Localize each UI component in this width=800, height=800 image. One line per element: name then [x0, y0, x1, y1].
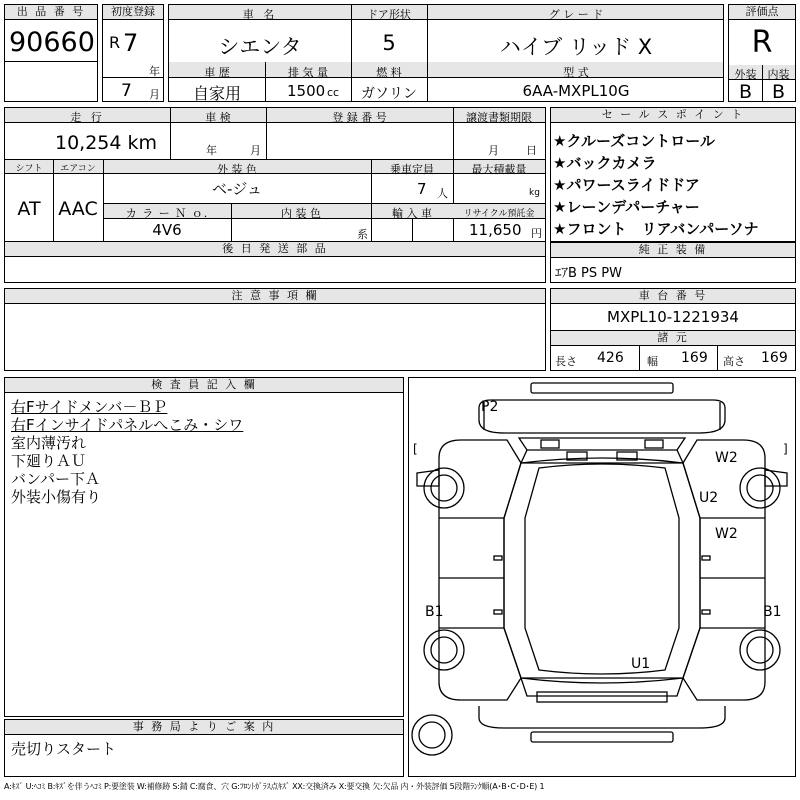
door-count: 5 — [382, 31, 396, 55]
fuel-label: 燃 料 — [376, 66, 402, 79]
displacement: 1500 — [287, 82, 326, 100]
car-name: シエンタ — [218, 35, 302, 59]
rear-left-wheel — [424, 630, 464, 670]
sales-point: ★パワースライドドア — [553, 176, 700, 194]
spare-tire — [412, 715, 452, 755]
sales-point: ★クルーズコントロール — [553, 132, 715, 150]
mark-w2-front: W2 — [715, 450, 738, 466]
color-number: 4V6 — [152, 221, 182, 239]
chassis-label: 車 台 番 号 — [551, 289, 795, 304]
legend: A:ｷｽﾞ U:ﾍｺﾐ B:ｷｽﾞを伴うﾍｺﾐ P:要塗装 W:補修跡 S:錆 C:腐食、穴 G:ﾌﾛﾝﾄｶﾞﾗｽ点ｷｽﾞ XX:交換済み X:要交換 欠:欠品 内・外装評価 5段階ﾗﾝｸ順(A･B･C･D･E) 1 — [4, 782, 545, 791]
bracket-right: ] — [783, 442, 788, 456]
inspector-note: 室内薄汚れ — [11, 434, 87, 452]
history-label: 車 歴 — [204, 66, 230, 79]
height: 169 — [761, 350, 788, 366]
front-bumper-top — [531, 383, 673, 393]
score-label: 評価点 — [729, 5, 795, 20]
sales-point: ★バックカメラ — [553, 154, 657, 172]
hood — [479, 400, 725, 433]
ac: AAC — [58, 198, 98, 220]
equipment-label: 純 正 装 備 — [551, 243, 795, 258]
shift-label: シフト — [15, 164, 43, 174]
vehicle-info-box — [168, 4, 724, 102]
lot-label: 出 品 番 号 — [5, 5, 97, 20]
front-left-wheel — [424, 468, 464, 508]
int-grade: B — [771, 81, 786, 103]
damage-diagram — [408, 377, 796, 777]
chassis-box — [550, 288, 796, 371]
roof — [504, 458, 700, 683]
name-label: 車 名 — [242, 8, 278, 21]
mark-u1: U1 — [631, 656, 651, 672]
equipment-box — [550, 242, 796, 283]
sales-label: セ ー ル ス ポ イ ン ト — [551, 108, 795, 123]
transfer-label: 譲渡書類期限 — [466, 111, 532, 124]
inspector-note: 右Fサイドメンバ－ＢＰ — [11, 398, 168, 416]
score-box — [728, 4, 796, 102]
notes-box — [4, 288, 546, 371]
transfer-month-unit: 月 — [488, 144, 499, 157]
recycle-label: リサイクル預託金 — [463, 209, 535, 219]
inspector-note: バンパー下Ａ — [11, 470, 100, 488]
inspection-month-unit: 月 — [250, 144, 261, 157]
chassis-number: MXPL10-1221934 — [607, 308, 739, 326]
later-parts-label: 後 日 発 送 部 品 — [5, 242, 545, 257]
score: R — [751, 25, 773, 60]
import-label: 輸 入 車 — [392, 207, 432, 220]
office-text: 売切りスタート — [11, 740, 117, 758]
fuel: ガソリン — [361, 86, 417, 102]
detail-box — [4, 107, 546, 283]
inspector-note: 下廻りＡＵ — [11, 452, 87, 470]
history: 自家用 — [192, 84, 241, 103]
model-code: 6AA-MXPL10G — [522, 82, 630, 100]
inspector-note: 外装小傷有り — [11, 488, 102, 506]
seats: 7 — [417, 180, 427, 198]
displacement-unit: cc — [327, 86, 340, 99]
height-label: 高さ — [723, 355, 745, 368]
grade-label: グ レ ー ド — [548, 8, 604, 21]
ac-label: エアコン — [60, 164, 96, 174]
lot-box — [4, 4, 98, 102]
exterior-color: ベ-ジュ — [211, 180, 263, 198]
width: 169 — [681, 350, 708, 366]
ext-grade: B — [738, 81, 753, 103]
shift: AT — [17, 198, 41, 220]
inspector-box — [4, 377, 404, 717]
load-label: 最大積載量 — [471, 163, 527, 176]
year-unit: 年 — [149, 65, 160, 78]
mark-u2: U2 — [699, 490, 719, 506]
mileage: 10,254 km — [55, 132, 158, 154]
color-label: 外 装 色 — [217, 163, 257, 176]
model-label: 型 式 — [563, 66, 589, 79]
sales-point: ★フロント リアバンパーソナ — [553, 220, 759, 238]
colorno-label: カ ラ ー Ｎ ｏ. — [125, 207, 209, 220]
inspection-year-unit: 年 — [206, 144, 217, 157]
displacement-label: 排 気 量 — [288, 66, 328, 79]
registration-box — [102, 4, 164, 102]
width-label: 幅 — [647, 355, 658, 368]
mark-w2-side: W2 — [715, 526, 738, 542]
era: R — [109, 33, 121, 52]
recycle-fee: 11,650 — [469, 221, 522, 239]
load-unit: kg — [529, 188, 540, 198]
car-diagram-svg — [409, 378, 795, 776]
inspection-label: 車 検 — [205, 111, 231, 124]
reg-year: 7 — [123, 29, 139, 57]
length: 426 — [597, 350, 624, 366]
notes-label: 注 意 事 項 欄 — [5, 289, 545, 304]
rear-right-wheel — [740, 630, 780, 670]
mark-b1-left: B1 — [425, 604, 444, 620]
office-label: 事 務 局 よ り ご 案 内 — [5, 720, 403, 735]
grade: ハイブ リッド X — [499, 35, 653, 59]
registration-label: 初度登録 — [103, 5, 163, 20]
equipment-items: ｴｱB PS PW — [555, 266, 622, 281]
mileage-label: 走 行 — [70, 111, 105, 124]
length-label: 長さ — [555, 355, 577, 368]
rear-bumper — [537, 692, 667, 702]
intcolor-label: 内 装 色 — [281, 207, 321, 220]
ext-label: 外装 — [734, 68, 757, 81]
front-right-wheel — [740, 468, 780, 508]
reg-month: 7 — [121, 81, 132, 101]
mark-p2: P2 — [481, 399, 499, 415]
transfer-day-unit: 日 — [526, 144, 537, 157]
office-box — [4, 719, 404, 777]
month-unit: 月 — [149, 88, 160, 101]
seats-unit: 人 — [437, 187, 448, 200]
sales-point: ★レーンデパーチャー — [553, 198, 700, 216]
plate-label: 登 録 番 号 — [332, 111, 387, 124]
intcolor-unit: 系 — [357, 228, 368, 241]
int-label: 内装 — [767, 68, 790, 81]
door-label: ドア形状 — [367, 8, 411, 21]
seats-label: 乗車定員 — [390, 163, 434, 176]
recycle-unit: 円 — [531, 227, 542, 240]
mark-b1-right: B1 — [763, 604, 782, 620]
sales-box — [550, 107, 796, 242]
specs-label: 諸 元 — [551, 331, 795, 346]
inspector-note: 右Fインサイドパネルへこみ・シワ — [11, 416, 244, 434]
lot-number: 90660 — [9, 27, 95, 58]
inspector-label: 検 査 員 記 入 欄 — [5, 378, 403, 393]
bracket-left: [ — [413, 442, 418, 456]
